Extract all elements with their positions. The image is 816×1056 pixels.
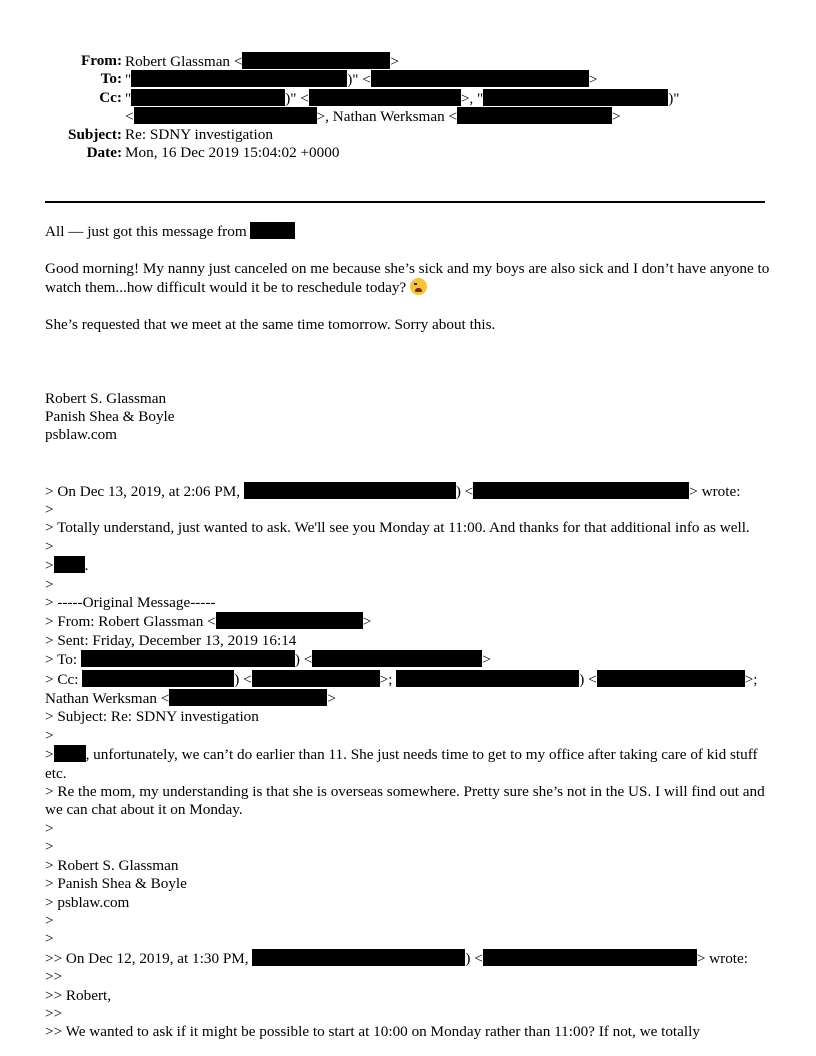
original-to-label: > To: [45, 651, 78, 669]
signature-name: Robert S. Glassman [45, 389, 167, 407]
quote-marker: >> [45, 1004, 63, 1022]
redaction-block [242, 52, 390, 69]
quote-marker: > [45, 726, 54, 744]
quote2-pre: > [45, 746, 54, 764]
email-body [45, 222, 770, 1042]
quote2-sig-site: > psblaw.com [45, 893, 130, 911]
original-cc-end: >; [744, 670, 758, 688]
quote-marker: >> [45, 968, 63, 986]
original-from [45, 612, 770, 631]
quote1-signoff-pre: > [45, 557, 54, 575]
redaction-block [134, 107, 317, 124]
redaction-block [81, 650, 295, 667]
redaction-block [252, 670, 380, 687]
redaction-block [54, 745, 86, 762]
date-row [0, 144, 816, 162]
redaction-block [396, 670, 579, 687]
subject-row [0, 126, 816, 144]
original-from-text: > From: Robert Glassman < [45, 613, 216, 631]
cc-label: Cc: [99, 88, 122, 106]
cc-quote: " [125, 89, 132, 107]
quote1-signoff-post: . [84, 557, 89, 575]
redaction-block [597, 670, 745, 687]
quote-marker: > [45, 930, 54, 948]
quote-marker: > [45, 911, 54, 929]
quote2-sig-firm: > Panish Shea & Boyle [45, 875, 187, 893]
request-line: She’s requested that we meet at the same time tomorrow. Sorry about this. [45, 316, 496, 333]
redaction-block [483, 949, 697, 966]
redaction-block [169, 689, 327, 706]
redaction-block [473, 482, 689, 499]
redaction-block [54, 556, 85, 573]
redaction-block [312, 650, 482, 667]
subject-value: Re: SDNY investigation [125, 125, 273, 143]
to-label: To: [100, 70, 122, 88]
redaction-block [250, 222, 295, 239]
date-label: Date: [86, 143, 122, 161]
from-label: From: [80, 52, 122, 69]
quote2-mom: > Re the mom, my understanding is that she is overseas somewhere. Pretty sure she’s not in the US. I will find out and we can chat about it on Monday. [45, 783, 765, 819]
original-cc-cont [45, 689, 770, 708]
original-cc-nathan: Nathan Werksman < [45, 690, 170, 708]
cc-mid: )" < [285, 89, 309, 107]
original-subject: > Subject: Re: SDNY investigation [45, 708, 259, 726]
redaction-block [131, 70, 347, 87]
redaction-block [457, 107, 612, 124]
quote3-greeting: >> Robert, [45, 986, 112, 1004]
cc-row [0, 89, 816, 107]
quote1-mid: ) < [455, 482, 474, 500]
original-cc [45, 670, 770, 689]
cc2-end: > [612, 108, 621, 126]
quote3-mid: ) < [465, 949, 483, 967]
quote1-signoff [45, 556, 770, 575]
quote3-on: >> On Dec 12, 2019, at 1:30 PM, [45, 949, 249, 967]
original-from-end: > [362, 613, 372, 631]
cc-end: )" [668, 89, 680, 107]
original-message-label: > -----Original Message----- [45, 594, 216, 612]
quote3-text: >> We wanted to ask if it might be possible to start at 10:00 on Monday rather than 11:00? If not, we totally [45, 1023, 700, 1041]
to-quote: " [125, 71, 132, 89]
quote1-wrote: > wrote: [689, 482, 741, 500]
from-end: > [390, 53, 399, 70]
quote-marker: > [45, 819, 54, 837]
quote-marker: > [45, 537, 54, 555]
quote-marker: > [45, 838, 54, 856]
original-cc-mid: ) < [234, 670, 252, 688]
redaction-block [244, 482, 456, 499]
quote3-header [45, 949, 770, 968]
from-row [0, 52, 816, 70]
original-cc-mid3: ) < [579, 670, 597, 688]
quote2-text [45, 745, 770, 783]
quote1-header [45, 482, 770, 501]
redaction-block [82, 670, 234, 687]
header-divider [45, 201, 765, 203]
to-row [0, 70, 816, 88]
weary-face-icon [410, 278, 427, 295]
redaction-block [252, 949, 465, 966]
cc2-mid: >, Nathan Werksman < [316, 108, 458, 126]
cc-row-2 [0, 107, 816, 125]
cc-mid2: >, " [460, 89, 484, 107]
original-cc-label: > Cc: [45, 670, 79, 688]
date-value: Mon, 16 Dec 2019 15:04:02 +0000 [125, 143, 340, 161]
signature-firm: Panish Shea & Boyle [45, 407, 175, 425]
original-sent: > Sent: Friday, December 13, 2019 16:14 [45, 631, 297, 649]
redaction-block [216, 612, 363, 629]
to-end: > [588, 71, 598, 89]
quote-marker: > [45, 500, 54, 518]
redaction-block [483, 89, 668, 106]
subject-label: Subject: [68, 125, 122, 143]
quote1-on: > On Dec 13, 2019, at 2:06 PM, [45, 482, 241, 500]
quote2-sig-name: > Robert S. Glassman [45, 856, 179, 874]
original-cc-nathan-end: > [327, 690, 336, 708]
intro-line [45, 222, 770, 241]
intro-text: All — just got this message from [45, 223, 247, 240]
quote1-text: > Totally understand, just wanted to ask. We'll see you Monday at 11:00. And thanks for that additional info as well. [45, 519, 750, 537]
forwarded-message [45, 260, 770, 298]
original-to-mid: ) < [294, 651, 313, 669]
to-mid: )" < [347, 71, 371, 89]
from-value: Robert Glassman < [125, 53, 243, 70]
original-to [45, 650, 770, 669]
redaction-block [131, 89, 285, 106]
signature-site: psblaw.com [45, 426, 117, 444]
cc2-open: < [125, 108, 134, 126]
original-cc-mid2: >; [379, 670, 393, 688]
quote2-body: , unfortunately, we can’t do earlier than 11. She just needs time to get to my office after taking care of kid stuff etc. [45, 746, 758, 782]
email-header [0, 52, 816, 162]
quote-marker: > [45, 575, 54, 593]
redaction-block [371, 70, 589, 87]
redaction-block [309, 89, 461, 106]
original-to-end: > [482, 651, 491, 669]
quote3-wrote: > wrote: [696, 949, 748, 967]
forwarded-text: Good morning! My nanny just canceled on me because she’s sick and my boys are also sick and I don’t have anyone to watch them...how difficult would it be to reschedule today? [45, 259, 770, 297]
